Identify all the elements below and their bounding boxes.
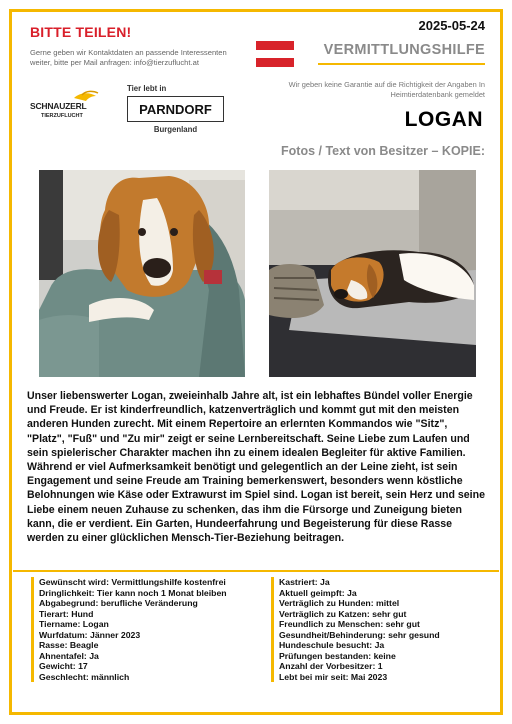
- description-text: Unser liebenswerter Logan, zweieinhalb Jahre alt, ist ein lebhaftes Bündel voller Energie und Freude. Er ist kinderfreundlich, katzenverträglich und kommt gut mit den meisten anderen Hunden zurecht. Mit einem Repertoire an erlernten Kommandos wie "Sitz", "Platz", "Fuß" und "Zu mir" zeigt er seine Lernbereitschaft. Seine Liebe zum Laufen und sein spielerischer Charakter machen ihn zu einem idealen Begleiter für aktive Familien. Während er viel Aufmerksamkeit benötigt und gelegentlich an der Leine zieht, ist sein Engagement und seine Freude am Training bemerkenswert, besonders wenn köstliche Belohnungen wie Käse oder Extrawurst im Spiel sind. Logan ist bereit, sein Herz und seine Liebe einem neuen Zuhause zu schenken, das ihm die Fürsorge und Zuneigung bieten kann, die er verdient. Ein Garten, Hundeerfahrung und Begeisterung für diese Rasse werden zu einer glücklichen Mensch-Tier-Beziehung beitragen.: [27, 390, 485, 545]
- detail-item: Geschlecht: männlich: [39, 671, 130, 682]
- detail-item: Aktuell geimpft: Ja: [279, 587, 357, 598]
- detail-item: Dringlichkeit: Tier kann noch 1 Monat bleiben: [39, 587, 227, 598]
- place-name: PARNDORF: [139, 101, 212, 117]
- austria-flag-icon: [256, 41, 294, 67]
- share-heading: BITTE TEILEN!: [30, 24, 132, 40]
- detail-item: Ahnentafel: Ja: [39, 650, 99, 661]
- animal-name: LOGAN: [404, 108, 483, 131]
- logo-subtitle: TIERZUFLUCHT: [41, 113, 83, 119]
- photo-caption: Fotos / Text von Besitzer – KOPIE:: [281, 144, 485, 158]
- detail-item: Tiername: Logan: [39, 619, 109, 630]
- detail-item: Kastriert: Ja: [279, 577, 330, 587]
- region-label: Burgenland: [153, 125, 198, 134]
- lives-in-label: Tier lebt in: [127, 84, 167, 93]
- detail-item: Freundlich zu Menschen: sehr gut: [279, 619, 420, 630]
- detail-item: Rasse: Beagle: [39, 640, 99, 651]
- program-underline: [318, 63, 485, 65]
- detail-item: Prüfungen bestanden: keine: [279, 650, 396, 661]
- logo-wordmark: SCHNAUZERL: [30, 101, 87, 111]
- contact-note: Gerne geben wir Kontaktdaten an passende Interessenten weiter, bitte per Mail anfragen: info@tierzuflucht.at: [30, 48, 227, 67]
- details-separator: [13, 570, 499, 572]
- detail-item: Anzahl der Vorbesitzer: 1: [279, 661, 383, 672]
- program-title: VERMITTLUNGSHILFE: [323, 42, 485, 58]
- detail-item: Abgabegrund: berufliche Veränderung: [39, 598, 198, 609]
- detail-item: Verträglich zu Hunden: mittel: [279, 598, 400, 609]
- detail-item: Hundeschule besucht: Ja: [279, 640, 385, 651]
- details-left-column: [31, 577, 271, 682]
- detail-item: Wurfdatum: Jänner 2023: [39, 629, 141, 640]
- detail-item: Lebt bei mir seit: Mai 2023: [279, 671, 388, 682]
- detail-item: Gewünscht wird: Vermittlungshilfe kostenfrei: [39, 577, 226, 587]
- detail-item: Tierart: Hund: [39, 608, 94, 619]
- detail-item: Gesundheit/Behinderung: sehr gesund: [279, 629, 440, 640]
- beagle-and-cat-on-floor-photo: [269, 170, 476, 377]
- date-label: 2025-05-24: [418, 18, 485, 33]
- detail-item: Gewicht: 17: [39, 661, 88, 672]
- disclaimer-text: Wir geben keine Garantie auf die Richtigkeit der Angaben In Heimtierdatenbank gemeldet: [288, 80, 485, 99]
- place-box: [127, 96, 224, 122]
- detail-item: Verträglich zu Katzen: sehr gut: [279, 608, 407, 619]
- beagle-on-armchair-photo: [39, 170, 245, 377]
- details-right-column: [271, 577, 493, 682]
